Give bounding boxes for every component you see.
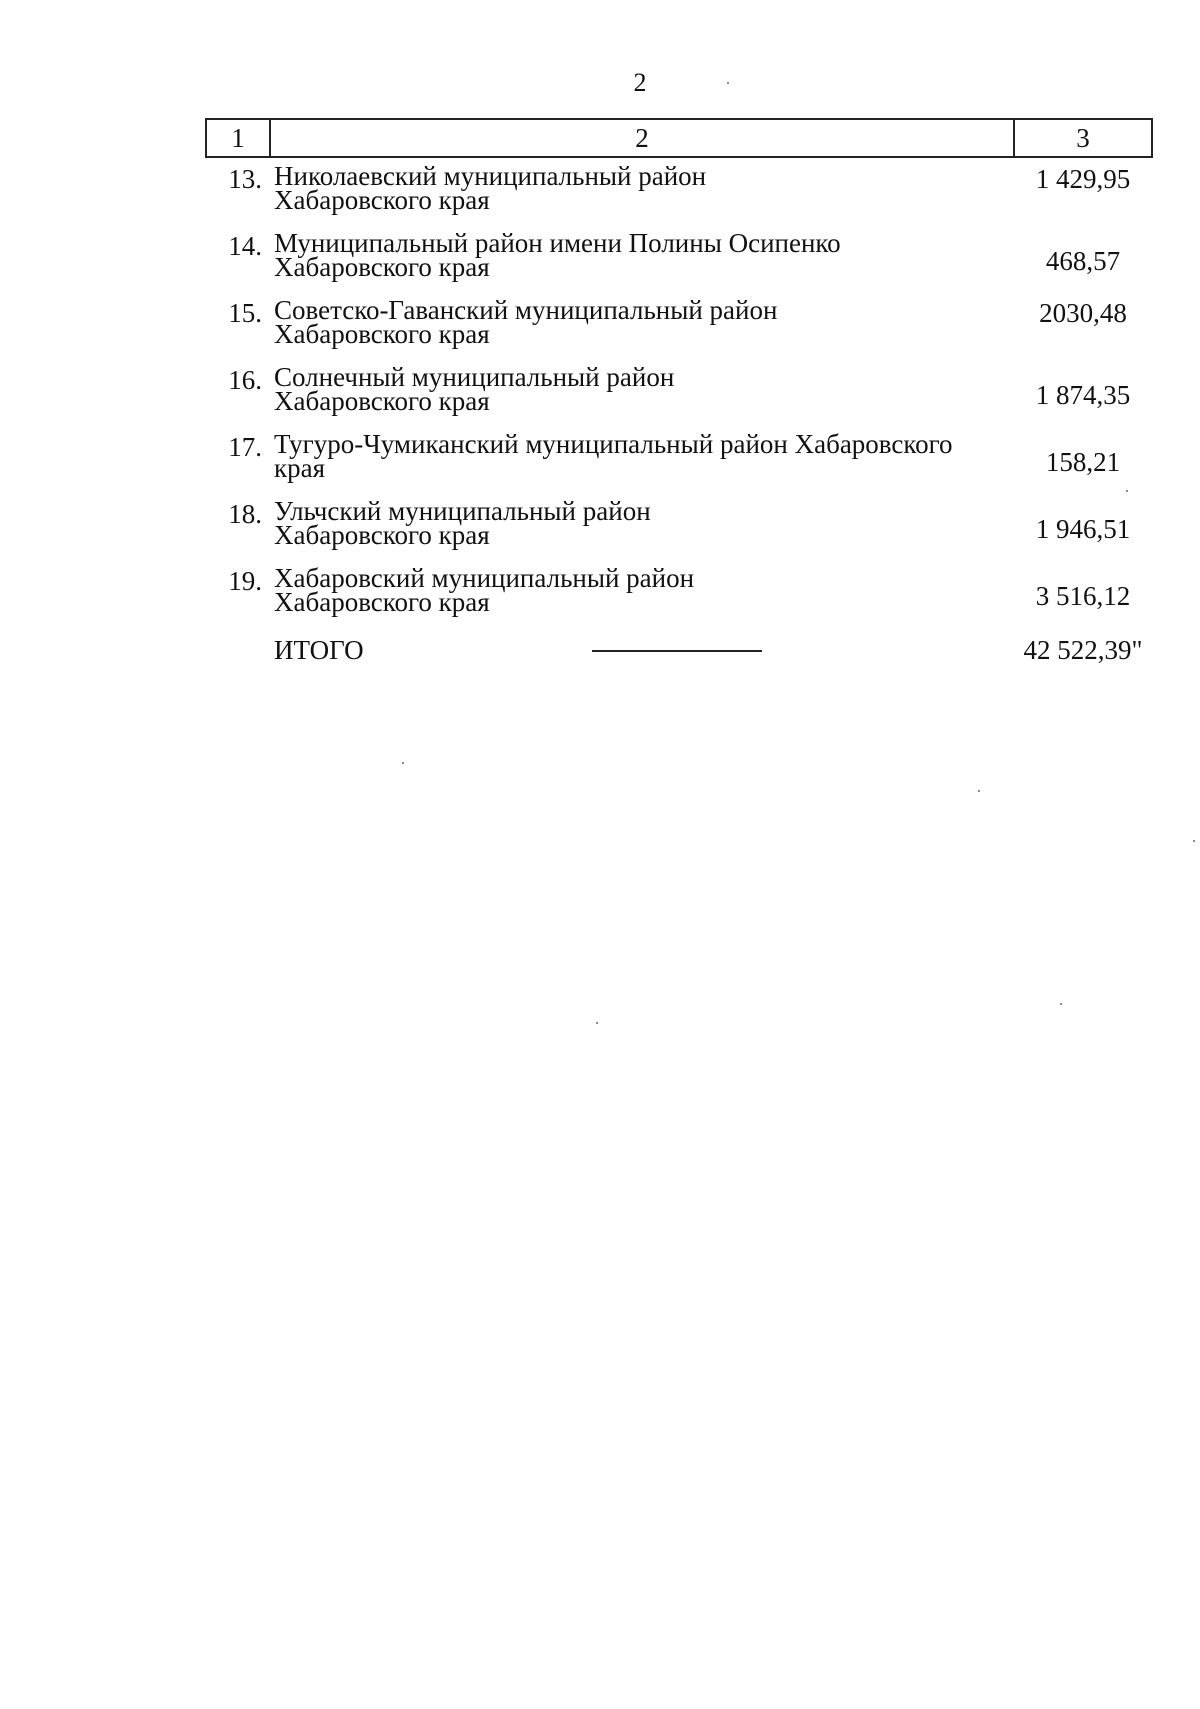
total-number-cell xyxy=(206,627,270,675)
row-number: 13. xyxy=(228,164,262,194)
row-name-line: Ульчский муниципальный район xyxy=(274,496,651,526)
row-value: 3 516,12 xyxy=(1035,581,1131,611)
row-name-line: Советско-Гаванский муниципальный район xyxy=(274,295,778,325)
row-value: 158,21 xyxy=(1045,447,1121,477)
page-number: 2 xyxy=(633,68,647,97)
column-header-value: 3 xyxy=(1014,119,1152,157)
row-district-name xyxy=(270,157,1014,225)
table-row xyxy=(206,426,1152,493)
row-number: 15. xyxy=(228,298,262,328)
row-name-line: Хабаровского края xyxy=(274,520,490,550)
row-value: 2030,48 xyxy=(1039,298,1127,328)
scan-speck xyxy=(1126,490,1128,492)
table-row xyxy=(206,560,1152,627)
allocation-table xyxy=(205,118,1153,675)
row-name-line: Хабаровского края xyxy=(274,587,490,617)
table-row xyxy=(206,292,1152,359)
row-district-name xyxy=(270,426,1014,493)
row-name-line: Солнечный муниципальный район xyxy=(274,362,675,392)
row-number: 16. xyxy=(228,365,262,395)
row-name-line: Муниципальный район имени Полины Осипенко xyxy=(274,228,841,258)
row-value: 1 946,51 xyxy=(1035,514,1131,544)
scan-speck xyxy=(1193,840,1195,842)
row-district-name xyxy=(270,493,1014,560)
scan-speck xyxy=(402,762,404,764)
scan-speck xyxy=(978,790,980,792)
scan-speck xyxy=(1060,1003,1062,1005)
row-value: 1 429,95 xyxy=(1035,164,1131,194)
row-district-name xyxy=(270,292,1014,359)
row-name-line: края xyxy=(274,453,326,483)
row-number: 17. xyxy=(228,432,262,462)
row-name-line: Хабаровского края xyxy=(274,386,490,416)
row-name-line: Хабаровского края xyxy=(274,319,490,349)
row-number: 19. xyxy=(228,566,262,596)
closing-rule xyxy=(592,650,762,652)
total-value: 42 522,39" xyxy=(1023,635,1143,665)
column-header-number: 1 xyxy=(206,119,270,157)
table-row xyxy=(206,225,1152,292)
row-value: 1 874,35 xyxy=(1035,380,1131,410)
row-name-line: Хабаровский муниципальный район xyxy=(274,563,695,593)
scan-speck xyxy=(596,1022,598,1024)
row-district-name xyxy=(270,359,1014,426)
row-name-line: Хабаровского края xyxy=(274,185,490,215)
row-number: 18. xyxy=(228,499,262,529)
row-value: 468,57 xyxy=(1045,246,1121,276)
row-district-name xyxy=(270,225,1014,292)
table-row xyxy=(206,157,1152,225)
column-header-name: 2 xyxy=(270,119,1014,157)
row-name-line: Николаевский муниципальный район xyxy=(274,161,707,191)
row-name-line: Тугуро-Чумиканский муниципальный район Хабаровского xyxy=(274,429,953,459)
table-header-row xyxy=(206,119,1152,157)
total-label: ИТОГО xyxy=(274,635,364,665)
row-number: 14. xyxy=(228,231,262,261)
row-district-name xyxy=(270,560,1014,627)
table-row xyxy=(206,493,1152,560)
row-name-line: Хабаровского края xyxy=(274,252,490,282)
table-row xyxy=(206,359,1152,426)
scan-speck xyxy=(727,82,729,84)
